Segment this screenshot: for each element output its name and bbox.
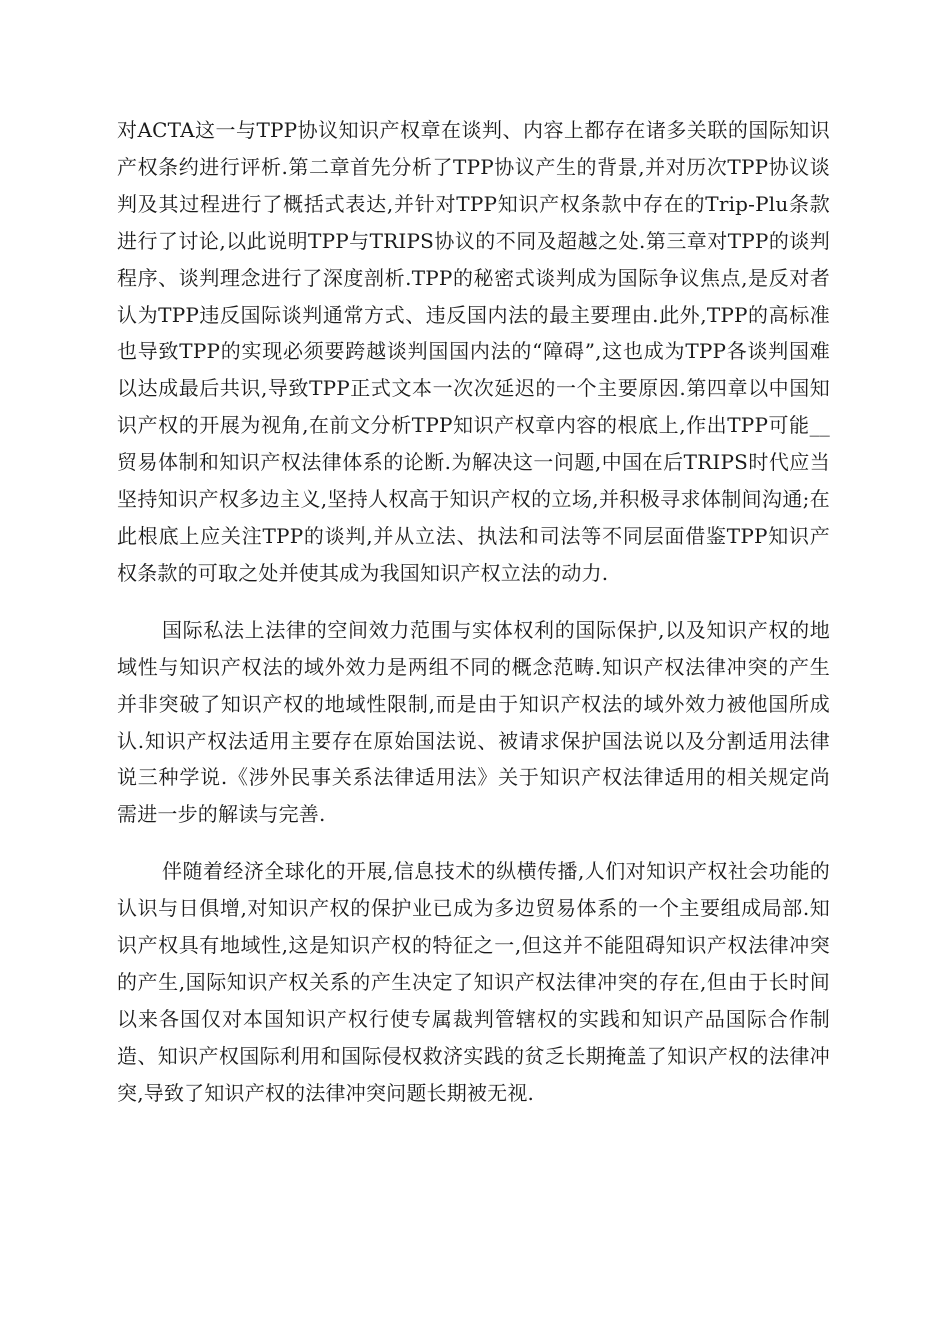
paragraph-ip-conflict-theories: 国际私法上法律的空间效力范围与实体权利的国际保护,以及知识产权的地域性与知识产权法的域外效力是两组不同的概念范畴.知识产权法律冲突的产生并非突破了知识产权的地域性限制,而是由于知识产权法的域外效力被他国所成认.知识产权法适用主要存在原始国法说、被请求保护国法说以及分割适用法律说三种学说.《涉外民事关系法律适用法》关于知识产权法律适用的相关规定尚需进一步的解读与完善. (117, 617, 830, 827)
paragraph-tpp-thesis-outline: 对ACTA这一与TPP协议知识产权章在谈判、内容上都存在诸多关联的国际知识产权条约进行评析.第二章首先分析了TPP协议产生的背景,并对历次TPP协议谈判及其过程进行了概括式表达,并针对TPP知识产权条款中存在的Trip-Plu条款进行了讨论,以此说明TPP与TRIPS协议的不同及超越之处.第三章对TPP的谈判程序、谈判理念进行了深度剖析.TPP的秘密式谈判成为国际争议焦点,是反对者认为TPP违反国际谈判通常方式、违反国内法的最主要理由.此外,TPP的高标准也导致TPP的实现必须要跨越谈判国国内法的“障碍”,这也成为TPP各谈判国难以达成最后共识,导致TPP正式文本一次次延迟的一个主要原因.第四章以中国知识产权的开展为视角,在前文分析TPP知识产权章内容的根底上,作出TPP可能__贸易体制和知识产权法律体系的论断.为解决这一问题,中国在后TRIPS时代应当坚持知识产权多边主义,坚持人权高于知识产权的立场,并积极寻求体制间沟通;在此根底上应关注TPP的谈判,并从立法、执法和司法等不同层面借鉴TPP知识产权条款的可取之处并使其成为我国知识产权立法的动力. (117, 118, 830, 585)
paragraph-globalization-ip: 伴随着经济全球化的开展,信息技术的纵横传播,人们对知识产权社会功能的认识与日俱增,对知识产权的保护业已成为多边贸易体系的一个主要组成局部.知识产权具有地域性,这是知识产权的特征之一,但这并不能阻碍知识产权法律冲突的产生,国际知识产权关系的产生决定了知识产权法律冲突的存在,但由于长时间以来各国仅对本国知识产权行使专属裁判管辖权的实践和知识产品国际合作制造、知识产权国际利用和国际侵权救济实践的贫乏长期掩盖了知识产权的法律冲突,导致了知识产权的法律冲突问题长期被无视. (117, 859, 830, 1105)
